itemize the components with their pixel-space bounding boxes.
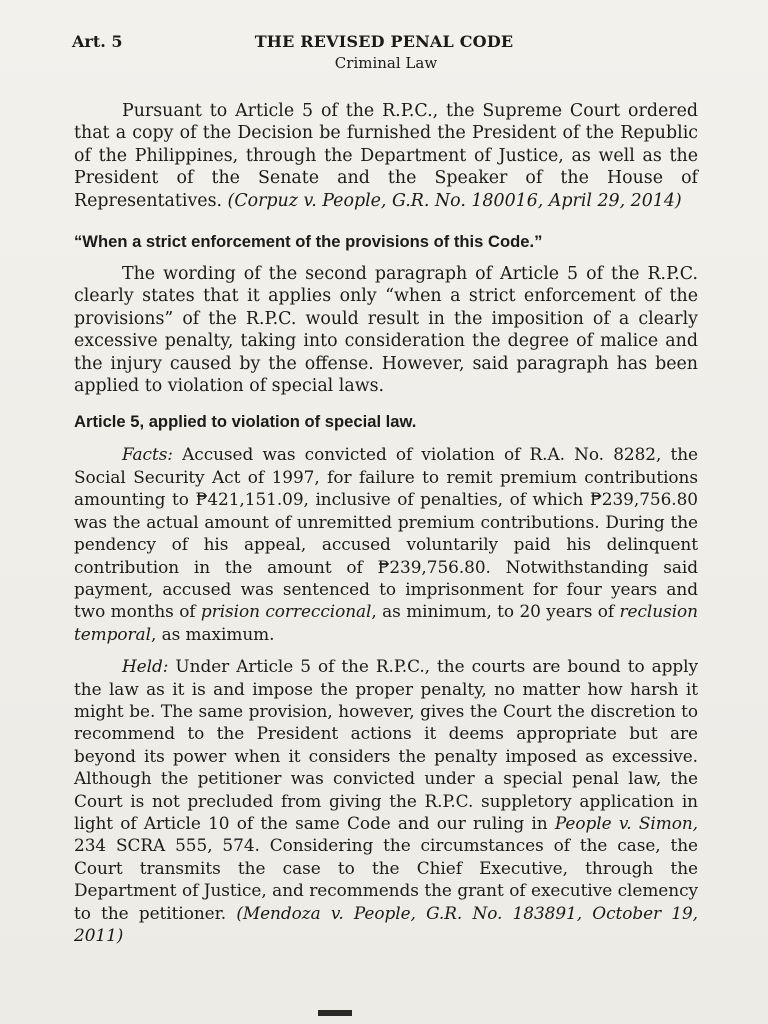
facts-label: Facts:: [122, 444, 173, 465]
held-text: Under Article 5 of the R.P.C., the courts are bound to apply the law as it is and impose the proper penalty, no matter how harsh it might be. The same provision, however, gives the Court the discretion to recommend to the President actions it deems appropriate but are beyond its power when it considers the penalty imposed as excessive. Although the petitioner was convicted under a special penal law, the Court is not precluded from giving the R.P.C. suppletory application in light of Article 10 of the same Code and our ruling in: [74, 656, 698, 833]
held-italic-case: People v. Simon,: [554, 812, 698, 833]
facts-paragraph: [74, 443, 698, 645]
held-text: 234 SCRA 555, 574. Considering the circumstances of the case, the Court transmits the case to the Chief Executive, through the Department of Justice, and recommends the grant of executive clemency to the petitioner.: [74, 835, 698, 923]
case-citation: (Corpuz v. People, G.R. No. 180016, April 29, 2014): [227, 190, 682, 211]
page-header: [0, 32, 768, 76]
paragraph-corpuz: [74, 100, 698, 212]
facts-text: , as maximum.: [150, 623, 275, 644]
paragraph-second-paragraph-wording: The wording of the second paragraph of Article 5 of the R.P.C. clearly states that it applies only “when a strict enforcement of the provisions” of the R.P.C. would result in the imposition of a clearly excessive penalty, taking into consideration the degree of malice and the injury caused by the offense. However, said paragraph has been applied to violation of special laws.: [74, 264, 698, 397]
paragraph-text: Pursuant to Article 5 of the R.P.C., the Supreme Court ordered that a copy of the Decision be furnished the President of the Republic of the Philippines, through the Department of Justice, as well as the President of the Senate and the Speaker of the House of Representatives.: [74, 101, 698, 211]
held-paragraph: [74, 655, 698, 946]
page-body: [74, 100, 698, 946]
held-label: Held:: [122, 656, 169, 677]
facts-italic-term: prision correccional: [200, 601, 372, 622]
facts-text: , as minimum, to 20 years of: [371, 601, 620, 622]
book-subtitle: Criminal Law: [334, 54, 438, 72]
facts-italic-term: reclusion temporal: [74, 601, 698, 644]
book-title: THE REVISED PENAL CODE: [254, 32, 514, 51]
case-citation: (Mendoza v. People, G.R. No. 183891, October 19, 2011): [74, 902, 699, 945]
facts-text: Accused was convicted of violation of R.A. No. 8282, the Social Security Act of 1997, for failure to remit premium contributions amounting to ₱421,151.09, inclusive of penalties, of which ₱239,756.80 was the actual amount of unremitted premium contributions. During the pendency of his appeal, accused voluntarily paid his delinquent contribution in the amount of ₱239,756.80. Notwithstanding said payment, accused was sentenced to imprisonment for four years and two months of: [74, 444, 698, 622]
page-edge-mark: [318, 1010, 352, 1016]
article-label: Art. 5: [72, 32, 123, 51]
section-heading-strict-enforcement: “When a strict enforcement of the provisions of this Code.”: [74, 232, 543, 252]
section-heading-special-law: Article 5, applied to violation of special law.: [74, 412, 417, 432]
